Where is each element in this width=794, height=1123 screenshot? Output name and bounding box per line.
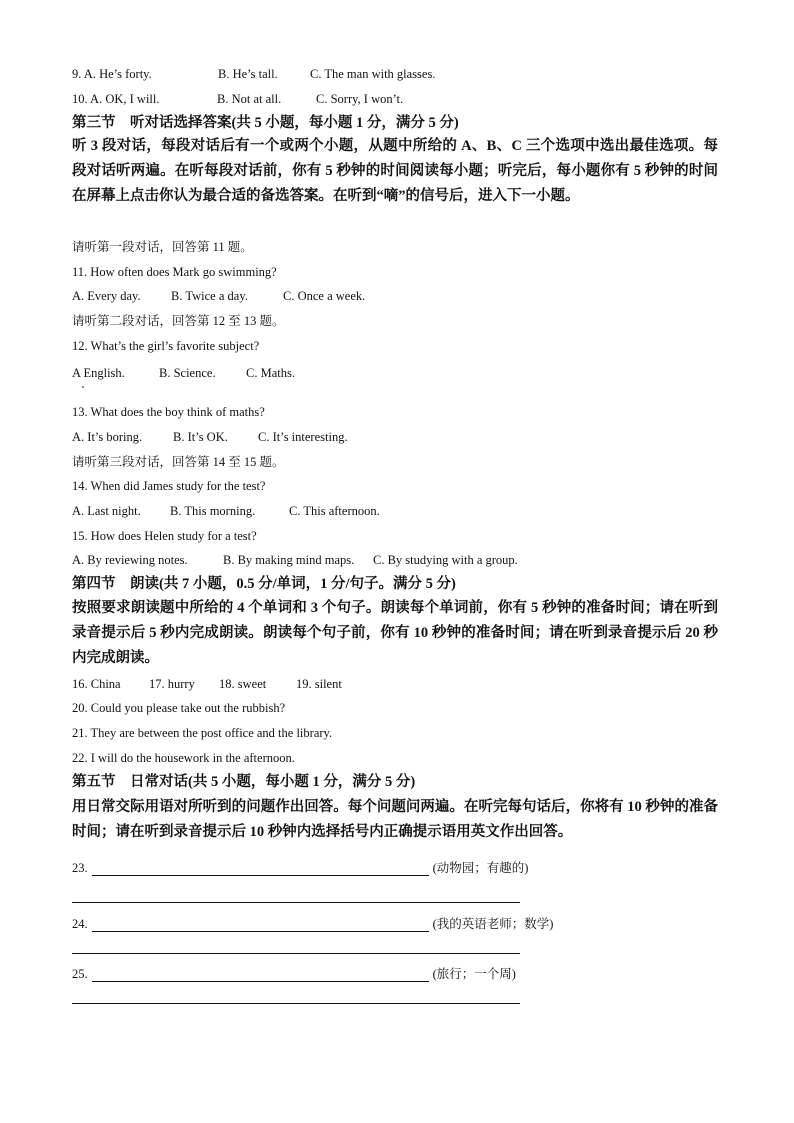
option-c: C. Maths. xyxy=(246,366,295,380)
answer-line[interactable] xyxy=(72,902,520,903)
answer-row-24 xyxy=(72,914,553,932)
answer-row-25 xyxy=(72,964,516,982)
dialog-3-prompt: 请听第三段对话，回答第 14 至 15 题。 xyxy=(72,455,285,469)
option-b: B. Science. xyxy=(159,366,216,380)
sentence-20: 20. Could you please take out the rubbish? xyxy=(72,701,286,715)
word-18: 18. sweet xyxy=(219,677,267,691)
option-b: B. Not at all. xyxy=(217,92,282,106)
question-number: 23. xyxy=(72,861,88,875)
answer-blank[interactable] xyxy=(92,862,429,876)
question-15-stem: 15. How does Helen study for a test? xyxy=(72,529,257,543)
question-10 xyxy=(72,91,403,107)
section-4-instructions: 按照要求朗读题中所给的 4 个单词和 3 个句子。朗读每个单词前，你有 5 秒钟的准备时间；请在听到录音提示后 5 秒内完成朗读。朗读每个句子前，你有 10 秒钟的准备时间；请在听到录音提示后 20 秒内完成朗读。 xyxy=(72,600,718,666)
option-a: A. By reviewing notes. xyxy=(72,553,188,567)
option-c: C. Sorry, I won’t. xyxy=(316,92,404,106)
answer-blank[interactable] xyxy=(92,918,429,932)
section-3-title: 第三节 听对话选择答案(共 5 小题，每小题 1 分，满分 5 分) xyxy=(72,115,459,131)
hint-text: (旅行；一个周) xyxy=(432,967,516,981)
option-c: C. The man with glasses. xyxy=(310,67,436,81)
option-c: C. Once a week. xyxy=(283,289,366,303)
question-14-options xyxy=(72,503,380,519)
section-5-instructions: 用日常交际用语对所听到的问题作出回答。每个问题问两遍。在听完每句话后，你将有 10 秒钟的准备时间；请在听到录音提示后 10 秒钟内选择括号内正确提示语用英文作出回答。 xyxy=(72,799,718,840)
question-13-stem: 13. What does the boy think of maths? xyxy=(72,405,265,419)
question-number: 24. xyxy=(72,917,88,931)
sentence-21: 21. They are between the post office and the library. xyxy=(72,726,333,740)
word-19: 19. silent xyxy=(296,677,342,691)
dialog-2-prompt: 请听第二段对话，回答第 12 至 13 题。 xyxy=(72,314,285,328)
dialog-1-prompt: 请听第一段对话，回答第 11 题。 xyxy=(72,240,253,254)
option-c: C. By studying with a group. xyxy=(373,553,518,567)
question-11-stem: 11. How often does Mark go swimming? xyxy=(72,265,277,279)
option-b: B. By making mind maps. xyxy=(223,553,355,567)
question-13-options xyxy=(72,429,348,445)
section-5-title: 第五节 日常对话(共 5 小题，每小题 1 分，满分 5 分) xyxy=(72,774,416,790)
answer-line[interactable] xyxy=(72,1003,520,1004)
option-a: 10. A. OK, I will. xyxy=(72,92,160,106)
section-3-instructions: 听 3 段对话，每段对话后有一个或两个小题，从题中所给的 A、B、C 三个选项中选出最佳选项。每段对话听两遍。在听每段对话前，你有 5 秒钟的时间阅读每小题；听完后，每小题你有 5 秒钟的时间在屏幕上点击你认为最合适的备选答案。在听到“嘀”的信号后，进入下一小题。 xyxy=(72,138,718,204)
option-a: A. Every day. xyxy=(72,289,141,303)
answer-row-23 xyxy=(72,858,528,876)
question-11-options xyxy=(72,288,365,304)
question-9 xyxy=(72,66,435,82)
word-17: 17. hurry xyxy=(149,677,195,691)
option-a: A English. xyxy=(72,366,125,380)
section-4-title: 第四节 朗读(共 7 小题，0.5 分/单词，1 分/句子。满分 5 分) xyxy=(72,576,456,592)
answer-line[interactable] xyxy=(72,953,520,954)
stray-mark xyxy=(82,386,84,388)
question-number: 25. xyxy=(72,967,88,981)
question-15-options xyxy=(72,552,518,568)
option-a: A. Last night. xyxy=(72,504,141,518)
option-a: 9. A. He’s forty. xyxy=(72,67,152,81)
question-12-stem: 12. What’s the girl’s favorite subject? xyxy=(72,339,260,353)
question-12-options xyxy=(72,365,295,381)
word-list xyxy=(72,676,342,692)
question-14-stem: 14. When did James study for the test? xyxy=(72,479,266,493)
option-b: B. He’s tall. xyxy=(218,67,278,81)
option-c: C. It’s interesting. xyxy=(258,430,348,444)
option-c: C. This afternoon. xyxy=(289,504,380,518)
sentence-22: 22. I will do the housework in the afternoon. xyxy=(72,751,295,765)
option-b: B. It’s OK. xyxy=(173,430,228,444)
word-16: 16. China xyxy=(72,677,121,691)
option-b: B. This morning. xyxy=(170,504,256,518)
hint-text: (动物园；有趣的) xyxy=(432,861,529,875)
option-b: B. Twice a day. xyxy=(171,289,248,303)
hint-text: (我的英语老师；数学) xyxy=(432,917,554,931)
answer-blank[interactable] xyxy=(92,968,429,982)
option-a: A. It’s boring. xyxy=(72,430,143,444)
